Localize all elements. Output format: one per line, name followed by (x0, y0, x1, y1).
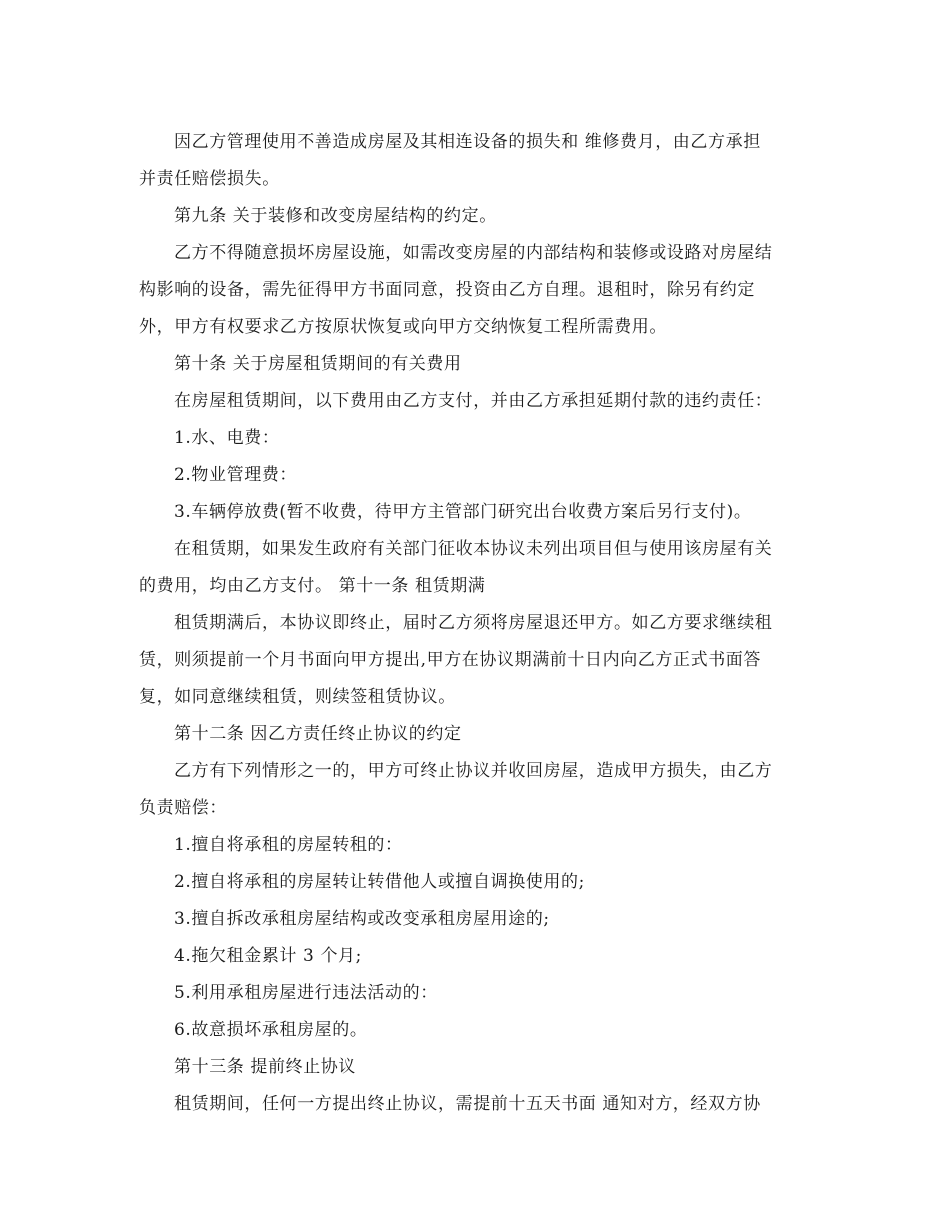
paragraph-line: 复，如同意继续租赁，则续签租赁协议。 (139, 687, 456, 707)
paragraph-line: 在房屋租赁期间，以下费用由乙方支付，并由乙方承担延期付款的违约责任： (174, 391, 773, 411)
section-heading: 第十条 关于房屋租赁期间的有关费用 (174, 354, 462, 374)
paragraph-line: 并责任赔偿损失。 (139, 169, 280, 189)
paragraph-line: 因乙方管理使用不善造成房屋及其相连设备的损失和 维修费月，由乙方承担 (174, 132, 761, 152)
list-item: 3.擅自拆改承租房屋结构或改变承租房屋用途的; (174, 909, 550, 929)
paragraph-line: 外，甲方有权要求乙方按原状恢复或向甲方交纳恢复工程所需费用。 (139, 317, 667, 337)
list-item: 5.利用承租房屋进行违法活动的： (174, 983, 438, 1003)
list-item: 2.物业管理费： (174, 465, 298, 485)
paragraph-line: 赁，则须提前一个月书面向甲方提出,甲方在协议期满前十日内向乙方正式书面答 (139, 650, 762, 670)
paragraph-line: 租赁期间，任何一方提出终止协议，需提前十五天书面 通知对方，经双方协 (174, 1094, 761, 1114)
list-item: 4.拖欠租金累计 3 个月; (174, 946, 362, 966)
list-item: 1.水、电费： (174, 428, 280, 448)
paragraph-line: 构影响的设备，需先征得甲方书面同意，投资由乙方自理。退租时，除另有约定 (139, 280, 755, 300)
list-item: 6.故意损坏承租房屋的。 (174, 1020, 368, 1040)
section-heading: 第九条 关于装修和改变房屋结构的约定。 (174, 206, 497, 226)
list-item: 1.擅自将承租的房屋转租的： (174, 835, 403, 855)
paragraph-line: 乙方有下列情形之一的，甲方可终止协议并收回房屋，造成甲方损失，由乙方 (174, 761, 773, 781)
list-item: 2.擅自将承租的房屋转让转借他人或擅自调换使用的; (174, 872, 585, 892)
paragraph-line: 租赁期满后，本协议即终止，届时乙方须将房屋退还甲方。如乙方要求继续租 (174, 613, 773, 633)
section-heading: 第十二条 因乙方责任终止协议的约定 (174, 724, 462, 744)
paragraph-line: 在租赁期，如果发生政府有关部门征收本协议未列出项目但与使用该房屋有关 (174, 539, 773, 559)
section-heading: 第十三条 提前终止协议 (174, 1057, 357, 1077)
paragraph-line: 负责赔偿： (139, 798, 227, 818)
paragraph-line: 的费用，均由乙方支付。 第十一条 租赁期满 (139, 576, 486, 596)
paragraph-line: 乙方不得随意损坏房屋设施，如需改变房屋的内部结构和装修或设路对房屋结 (174, 243, 773, 263)
list-item: 3.车辆停放费(暂不收费，待甲方主管部门研究出台收费方案后另行支付)。 (174, 502, 752, 522)
